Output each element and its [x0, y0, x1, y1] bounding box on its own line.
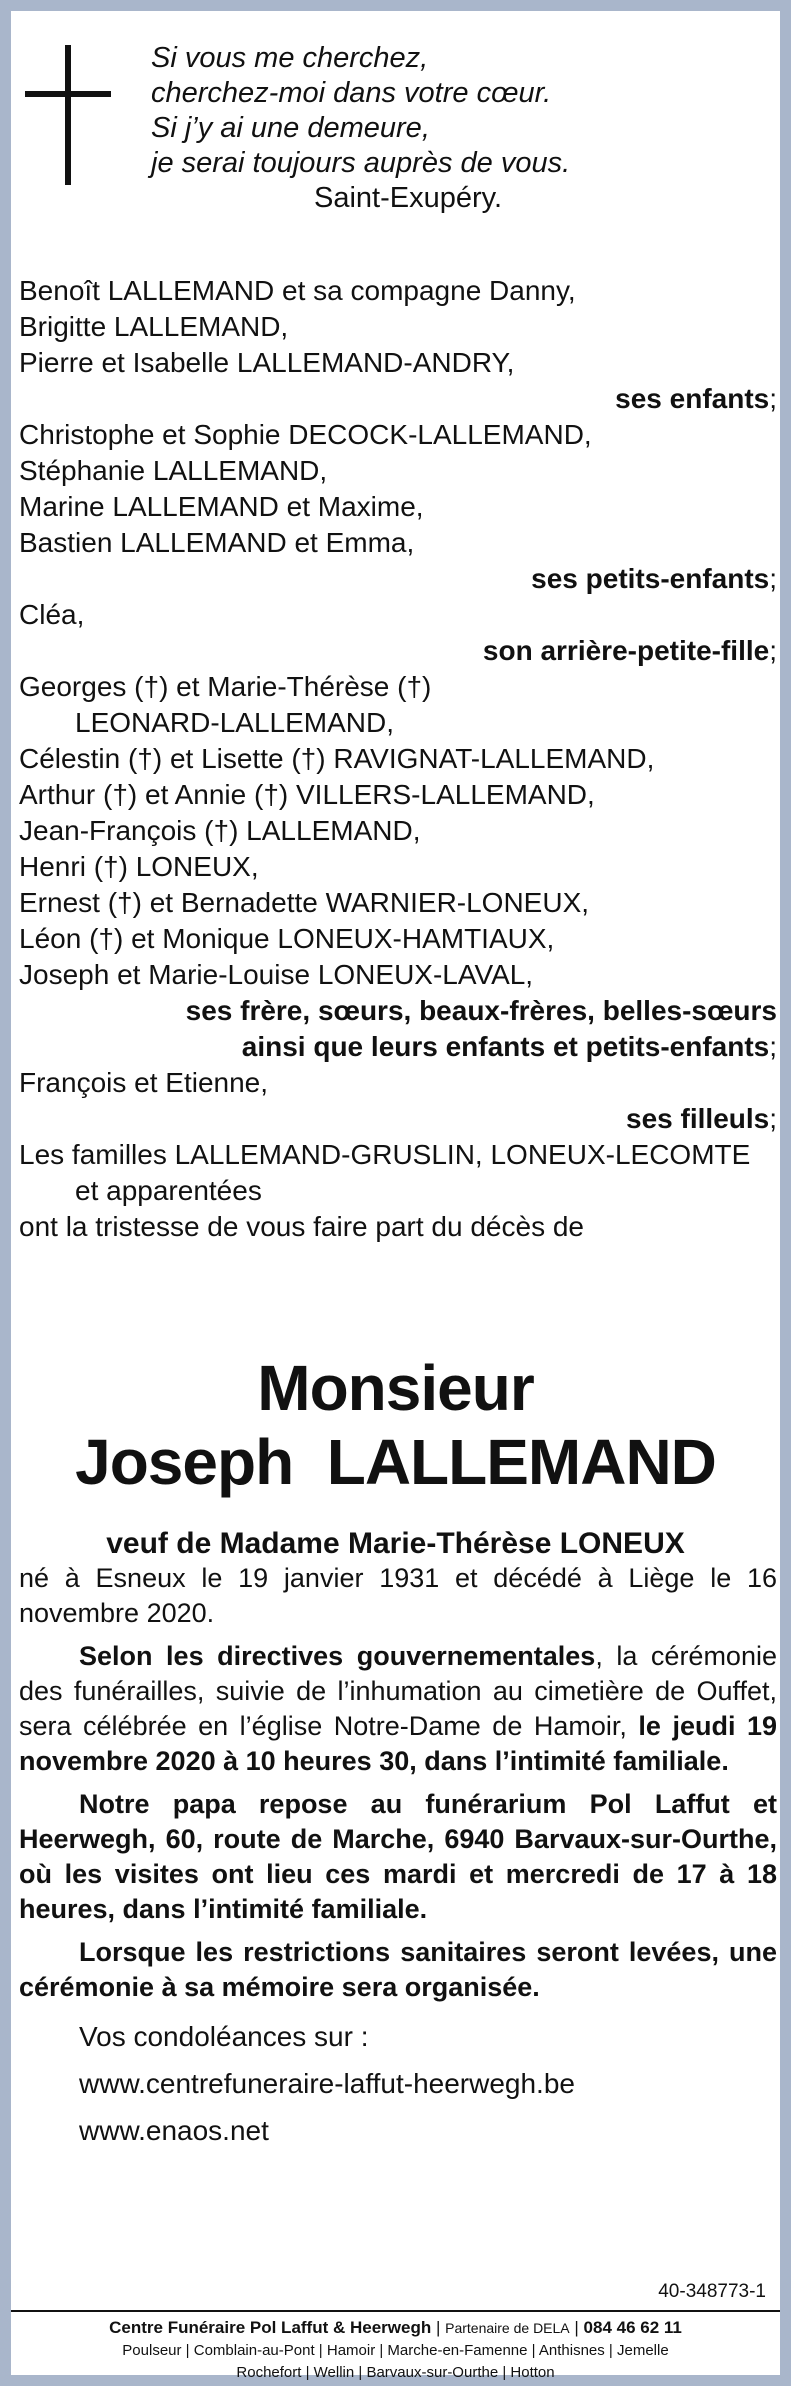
cross-icon — [25, 45, 115, 185]
birth-death-info: né à Esneux le 19 janvier 1931 et décédé à Liège le 16 novembre 2020. — [19, 1563, 777, 1628]
relation-label: ses petits-enfants; — [531, 563, 777, 594]
poem-line: cherchez-moi dans votre cœur. — [151, 77, 552, 109]
ceremony-paragraph: Selon les directives gouvernementales, la cérémonie des funérailles, suivie de l’inhumation au cimetière de Ouffet, sera célébrée en l’église Notre-Dame de Hamoir, le jeudi 19 novembre 2020 à 10 heures 30, dans l’intimité familiale. — [19, 1641, 777, 1776]
family-member: Marine LALLEMAND et Maxime, — [19, 491, 424, 522]
condolences-label: Vos condoléances sur : — [79, 2021, 369, 2052]
family-list — [19, 273, 777, 1245]
memorial-paragraph: Lorsque les restrictions sanitaires seront levées, une cérémonie à sa mémoire sera organisée. — [19, 1937, 777, 2002]
family-member: Célestin (†) et Lisette (†) RAVIGNAT-LALLEMAND, — [19, 743, 655, 774]
family-member: et apparentées — [75, 1175, 262, 1206]
poem-author: Saint-Exupéry. — [314, 182, 503, 214]
condolence-links — [19, 2013, 777, 2154]
company-name: Centre Funéraire Pol Laffut & Heerwegh — [109, 2318, 432, 2337]
announcement: ont la tristesse de vous faire part du décès de — [19, 1211, 584, 1242]
relation-label: ainsi que leurs enfants et petits-enfants; — [241, 1031, 777, 1062]
family-member: Ernest (†) et Bernadette WARNIER-LONEUX, — [19, 887, 590, 918]
family-member: Benoît LALLEMAND et sa compagne Danny, — [19, 275, 576, 306]
partner-text: Partenaire de DELA — [445, 2320, 570, 2336]
poem-line: je serai toujours auprès de vous. — [151, 147, 571, 179]
widow-of: veuf de Madame Marie-Thérèse LONEUX — [106, 1527, 685, 1560]
family-member: Christophe et Sophie DECOCK-LALLEMAND, — [19, 419, 592, 450]
deceased-name: Joseph LALLEMAND — [75, 1426, 716, 1498]
card-content — [11, 11, 780, 2381]
footer-locations-2: Rochefort | Wellin | Barvaux-sur-Ourthe | Hotton — [236, 2364, 555, 2381]
family-member: Cléa, — [19, 599, 85, 630]
deceased-block — [11, 1351, 780, 1563]
family-member: Jean-François (†) LALLEMAND, — [19, 815, 421, 846]
family-member: Léon (†) et Monique LONEUX-HAMTIAUX, — [19, 923, 555, 954]
family-member: LEONARD-LALLEMAND, — [75, 707, 394, 738]
relation-label: ses frère, sœurs, beaux-frères, belles-sœurs — [185, 995, 777, 1026]
condolence-link-1[interactable]: www.centrefuneraire-laffut-heerwegh.be — [79, 2068, 575, 2099]
family-member: Stéphanie LALLEMAND, — [19, 455, 328, 486]
ceremony-details — [19, 1561, 777, 2154]
poem-line: Si j’y ai une demeure, — [151, 112, 430, 144]
condolence-link-2[interactable]: www.enaos.net — [79, 2115, 269, 2146]
family-member: Georges (†) et Marie-Thérèse (†) — [19, 671, 432, 702]
family-member: Les familles LALLEMAND-GRUSLIN, LONEUX-LECOMTE — [19, 1139, 751, 1170]
footer-locations-1: Poulseur | Comblain-au-Pont | Hamoir | Marche-en-Famenne | Anthisnes | Jemelle — [122, 2342, 669, 2359]
relation-label: son arrière-petite-fille; — [482, 635, 777, 666]
family-member: Brigitte LALLEMAND, — [19, 311, 289, 342]
relation-label: ses enfants; — [615, 383, 777, 414]
family-member: Joseph et Marie-Louise LONEUX-LAVAL, — [19, 959, 534, 990]
family-member: Bastien LALLEMAND et Emma, — [19, 527, 415, 558]
family-member: Arthur (†) et Annie (†) VILLERS-LALLEMAND, — [19, 779, 595, 810]
family-member: Henri (†) LONEUX, — [19, 851, 259, 882]
poem-line: Si vous me cherchez, — [151, 42, 429, 74]
deceased-title: Monsieur — [257, 1352, 534, 1424]
funeral-home-footer — [11, 2310, 780, 2384]
family-member: Pierre et Isabelle LALLEMAND-ANDRY, — [19, 347, 515, 378]
footer-line-1: Centre Funéraire Pol Laffut & Heerwegh | Partenaire de DELA | 084 46 62 11 — [109, 2318, 682, 2337]
family-member: François et Etienne, — [19, 1067, 269, 1098]
relation-label: ses filleuls; — [626, 1103, 777, 1134]
phone-number: 084 46 62 11 — [583, 2318, 682, 2337]
poem — [151, 41, 570, 216]
reference-number: 40-348773-1 — [658, 2281, 766, 2302]
visitation-paragraph: Notre papa repose au funérarium Pol Laffut et Heerwegh, 60, route de Marche, 6940 Barvaux-sur-Ourthe, où les visites ont lieu ces mardi et mercredi de 17 à 18 heures, dans l’intimité familiale. — [19, 1789, 777, 1924]
